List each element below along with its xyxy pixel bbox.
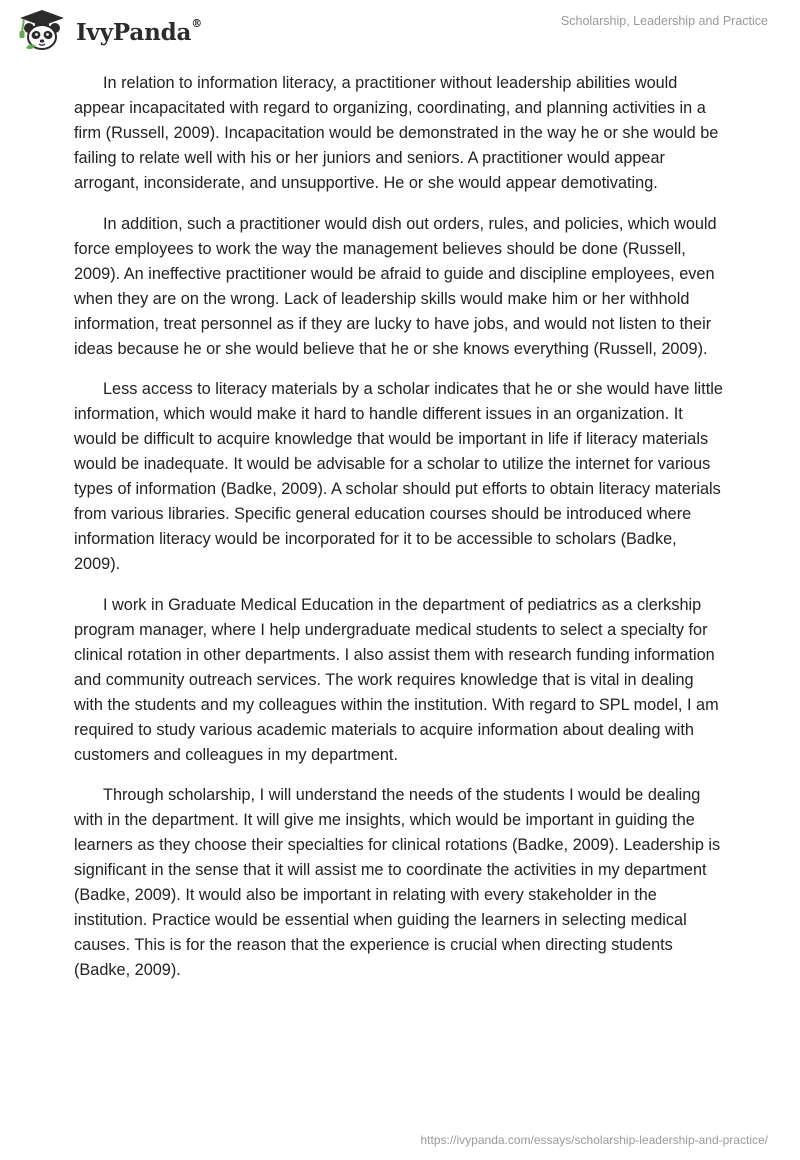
document-title: Scholarship, Leadership and Practice xyxy=(560,14,768,28)
brand-logo[interactable] xyxy=(14,8,202,52)
article-body xyxy=(74,71,726,999)
paragraph: In addition, such a practitioner would dish out orders, rules, and policies, which would force employees to work the way the management believes should be done (Russell, 2009). An ineffective practitioner would be afraid to guide and discipline employees, even when they are on the wrong. Lack of leadership skills would make him or her withhold information, treat personnel as if they are lucky to have jobs, and would not listen to their ideas because he or she would believe that he or she knows everything (Russell, 2009). xyxy=(74,214,717,358)
registered-mark: ® xyxy=(191,16,202,30)
panda-graduate-icon xyxy=(14,8,70,52)
paragraph: Through scholarship, I will understand the needs of the students I would be dealing with in the department. It will give me insights, which would be important in guiding the learners as they choose their specialties for clinical rotations (Badke, 2009). Leadership is significant in the sense that it will assist me to coordinate the activities in my department (Badke, 2009). It would also be important in relating with every stakeholder in the institution. Practice would be essential when guiding the learners in selecting medical causes. This is for the reason that the experience is crucial when directing students (Badke, 2009). xyxy=(74,786,721,979)
page-header xyxy=(0,0,800,60)
paragraph: In relation to information literacy, a practitioner without leadership abilities would appear incapacitated with regard to organizing, coordinating, and planning activities in a firm (Russell, 2009). Incapacitation would be demonstrated in the way he or she would be failing to relate well with his or her juniors and seniors. A practitioner would appear arrogant, inconsiderate, and unsupportive. He or she would appear demotivating. xyxy=(74,74,719,192)
paragraph: Less access to literacy materials by a scholar indicates that he or she would have little information, which would make it hard to handle different issues in an organization. It would be difficult to acquire knowledge that would be important in life if literacy materials would be inadequate. It would be advisable for a scholar to utilize the internet for various types of information (Badke, 2009). A scholar should put efforts to obtain literacy materials from various libraries. Specific general education courses should be introduced where information literacy would be incorporated for it to be accessible to scholars (Badke, 2009). xyxy=(74,380,723,573)
source-url-link[interactable]: https://ivypanda.com/essays/scholarship-leadership-and-practice/ xyxy=(420,1133,768,1147)
paragraph: I work in Graduate Medical Education in the department of pediatrics as a clerkship program manager, where I help undergraduate medical students to select a specialty for clinical rotation in other departments. I also assist them with research funding information and community outreach services. The work requires knowledge that is vital in dealing with the students and my colleagues within the institution. With regard to SPL model, I am required to study various academic materials to acquire information about dealing with customers and colleagues in my department. xyxy=(74,595,719,764)
brand-name: IvyPanda® xyxy=(76,16,202,46)
